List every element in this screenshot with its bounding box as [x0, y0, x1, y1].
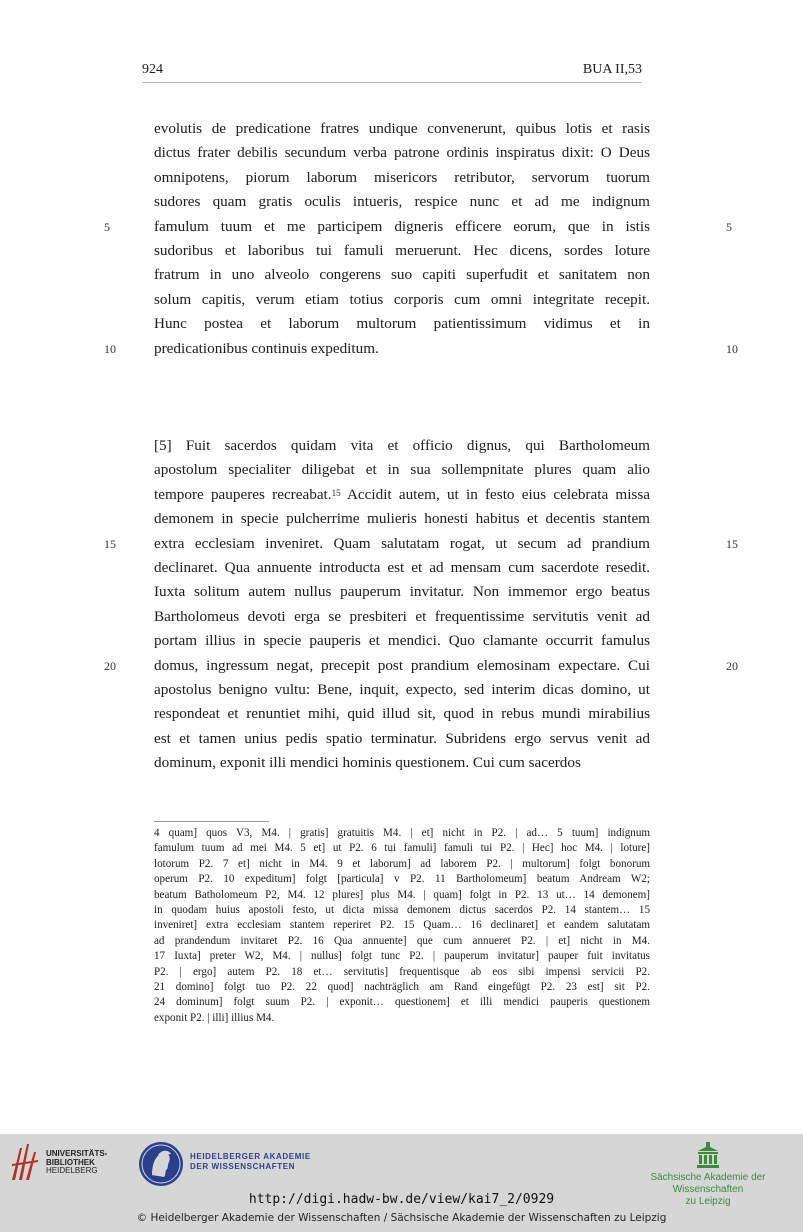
footnote-marker: 15: [331, 487, 341, 498]
saw-building-icon[interactable]: [697, 1142, 719, 1168]
text-paragraph-2: [154, 434, 650, 775]
ub-name-line: UNIVERSITÄTS-: [46, 1149, 108, 1158]
text-paragraph-1: [154, 117, 650, 361]
apparatus-line: 24 dominum] folgt suum P2. | exponit… questionem] et illi mendici pauperis questionem: [154, 996, 650, 1009]
running-header: [142, 60, 642, 83]
ub-name-line: HEIDELBERG: [46, 1166, 98, 1175]
apparatus-line: ad prandendum invitaret P2. 16 Qua annuente] que cum annueret P2. | et] nicht in M4.: [154, 934, 650, 947]
text-line: predicationibus continuis expeditum.: [154, 339, 379, 357]
text-line: extra ecclesiam inveniret. Quam salutatam rogat, ut secum ad prandium: [154, 534, 650, 552]
text-line: dominum, exponit illi mendici hominis questionem. Cui cum sacerdos: [154, 754, 581, 772]
text-line: apostolus benigno vultu: Bene, inquit, expecto, sed interim dicas domino, ut: [154, 680, 650, 698]
ub-name-line: BIBLIOTHEK: [46, 1157, 95, 1167]
permalink-url[interactable]: http://digi.hadw-bw.de/view/kai7_2/0929: [248, 1192, 555, 1207]
text-line: declinaret. Qua annuente introducta est et ad mensam cum sacerdote resedit.: [154, 558, 650, 576]
page-signature: BUA II,53: [582, 62, 642, 77]
haw-name[interactable]: [190, 1152, 311, 1172]
text-line: sudores quam gratis oculis intueris, respice nunc et ad me indignum: [154, 193, 650, 211]
line-number-right: 15: [726, 537, 738, 551]
text-line-end: Accidit autem, ut in festo eius celebrata missa: [340, 485, 650, 503]
text-line: apostolum specialiter diligebat et in sua sollempnitate plures quam alio: [154, 461, 650, 479]
text-line: [154, 483, 650, 507]
text-line: solum capitis, verum etiam totius corporis cum omni integritate recepit.: [154, 290, 650, 308]
haw-name-line: HEIDELBERGER AKADEMIE: [190, 1152, 311, 1161]
haw-athena-seal-icon[interactable]: [138, 1141, 184, 1187]
ub-heidelberg-name[interactable]: [46, 1150, 107, 1176]
text-line: fratrum in uno alveolo congerens suo capiti superfudit et sanitatem non: [154, 266, 650, 284]
text-line: demonem in specie pulcherrime mulieris honesti habitus et decentis stantem: [154, 510, 650, 528]
apparatus-line: in quodam huius apostoli festo, ut dicta missa demonem dictus sacerdos P2. 14 stantem… 15: [154, 903, 650, 916]
saw-name-line: Sächsische Akademie der Wissenschaften: [650, 1172, 766, 1195]
apparatus-line: 21 domino] folgt tuo P2. 22 quod] nachträglich am Rand eingefügt P2. 23 est] sit P2.: [154, 980, 650, 993]
critical-apparatus: [154, 826, 650, 1026]
text-line: portam illius in specie pauperis et mendici. Quo clamante occurrit famulus: [154, 632, 650, 650]
apparatus-line: beatum Batholomeum P2, M4. 12 plures] plus M4. | quam] folgt in P2. 13 ut… 14 demonem]: [154, 888, 650, 901]
apparatus-line: exponit P2. | illi] illius M4.: [154, 1011, 275, 1024]
text-line: respondeat et renuntiet mihi, quid illud sit, quod in rebus mundi mirabilius: [154, 705, 650, 723]
text-line-start: tempore pauperes recreabat.: [154, 485, 332, 503]
apparatus-line: P2. | ergo] autem P2. 18 et… servitutis] frequentisque ab eos sibi impensi servicii P2.: [154, 965, 650, 978]
ub-heidelberg-logo-icon[interactable]: [10, 1142, 40, 1182]
text-line: est et tamen unius pedis spatio terminatur. Subridens ergo servus venit ad: [154, 729, 650, 747]
footnote-divider: [154, 821, 269, 822]
text-line: sudoribus et laboribus tui famuli meruerunt. Hec dicens, sordes loture: [154, 241, 650, 259]
copyright-notice: © Heidelberger Akademie der Wissenschaften / Sächsische Akademie der Wissenschaften zu Leipzig: [136, 1212, 667, 1224]
text-line: Hunc postea et laborum multorum patientissimum vidimus et in: [154, 315, 650, 333]
apparatus-line: 17 Iuxta] preter W2, M4. | nullus] folgt tunc P2. | pauperum invitatur] pauper fuit invitatus: [154, 950, 650, 963]
text-line: famulum tuum et me participem digneris efficere eorum, que in istis: [154, 217, 650, 235]
line-number-left: 5: [104, 220, 110, 234]
text-line: [5] Fuit sacerdos quidam vita et officio dignus, qui Bartholomeum: [154, 437, 650, 454]
text-line: Iuxta solitum autem nullus pauperum invitatur. Non immemor ergo beatus: [154, 583, 650, 601]
line-number-right: 10: [726, 342, 738, 356]
line-number-left: 15: [104, 537, 116, 551]
line-number-right: 5: [726, 220, 732, 234]
line-number-left: 10: [104, 342, 116, 356]
text-line: dictus frater debilis secundum verba patrone ordinis inspiratus dixit: O Deus: [154, 144, 650, 162]
text-line: Bartholomeus devoti erga se presbiteri et frequentissime servitutis venit ad: [154, 607, 650, 625]
apparatus-line: 4 quam] quos V3, M4. | gratis] gratuitis M4. | et] nicht in P2. | ad… 5 tuum] indignum: [154, 827, 650, 839]
apparatus-line: lotorum P2. 7 et] nicht in M4. 9 et laborum] ad laborem P2. | multorum] folgt bonorum: [154, 857, 650, 870]
haw-name-line: DER WISSENSCHAFTEN: [190, 1162, 296, 1171]
page-number: 924: [142, 62, 163, 77]
text-line: domus, ingressum negat, precepit post prandium elemosinam expectare. Cui: [154, 656, 650, 674]
text-line: evolutis de predicatione fratres undique convenerunt, quibus lotis et rasis: [154, 120, 650, 137]
apparatus-line: inveniret] extra ecclesiam stantem reperiret P2. 15 Quam… 16 declinaret] et eandem salutatam: [154, 919, 650, 932]
text-line: omnipotens, piorum laborum misericors retributor, servorum tuorum: [154, 168, 650, 186]
line-number-left: 20: [104, 659, 116, 673]
line-number-right: 20: [726, 659, 738, 673]
saw-name-line: zu Leipzig: [685, 1196, 731, 1207]
viewer-footer: [0, 1134, 803, 1232]
apparatus-line: operum P2. 10 expeditum] folgt [particula] v P2. 11 Bartholomeum] beatum Andream W2;: [154, 873, 650, 886]
apparatus-line: famulum tuum ad mei M4. 5 et] ut P2. 6 tui famuli] famuli tui P2. | Hec] hoc M4. | loture]: [154, 842, 650, 855]
